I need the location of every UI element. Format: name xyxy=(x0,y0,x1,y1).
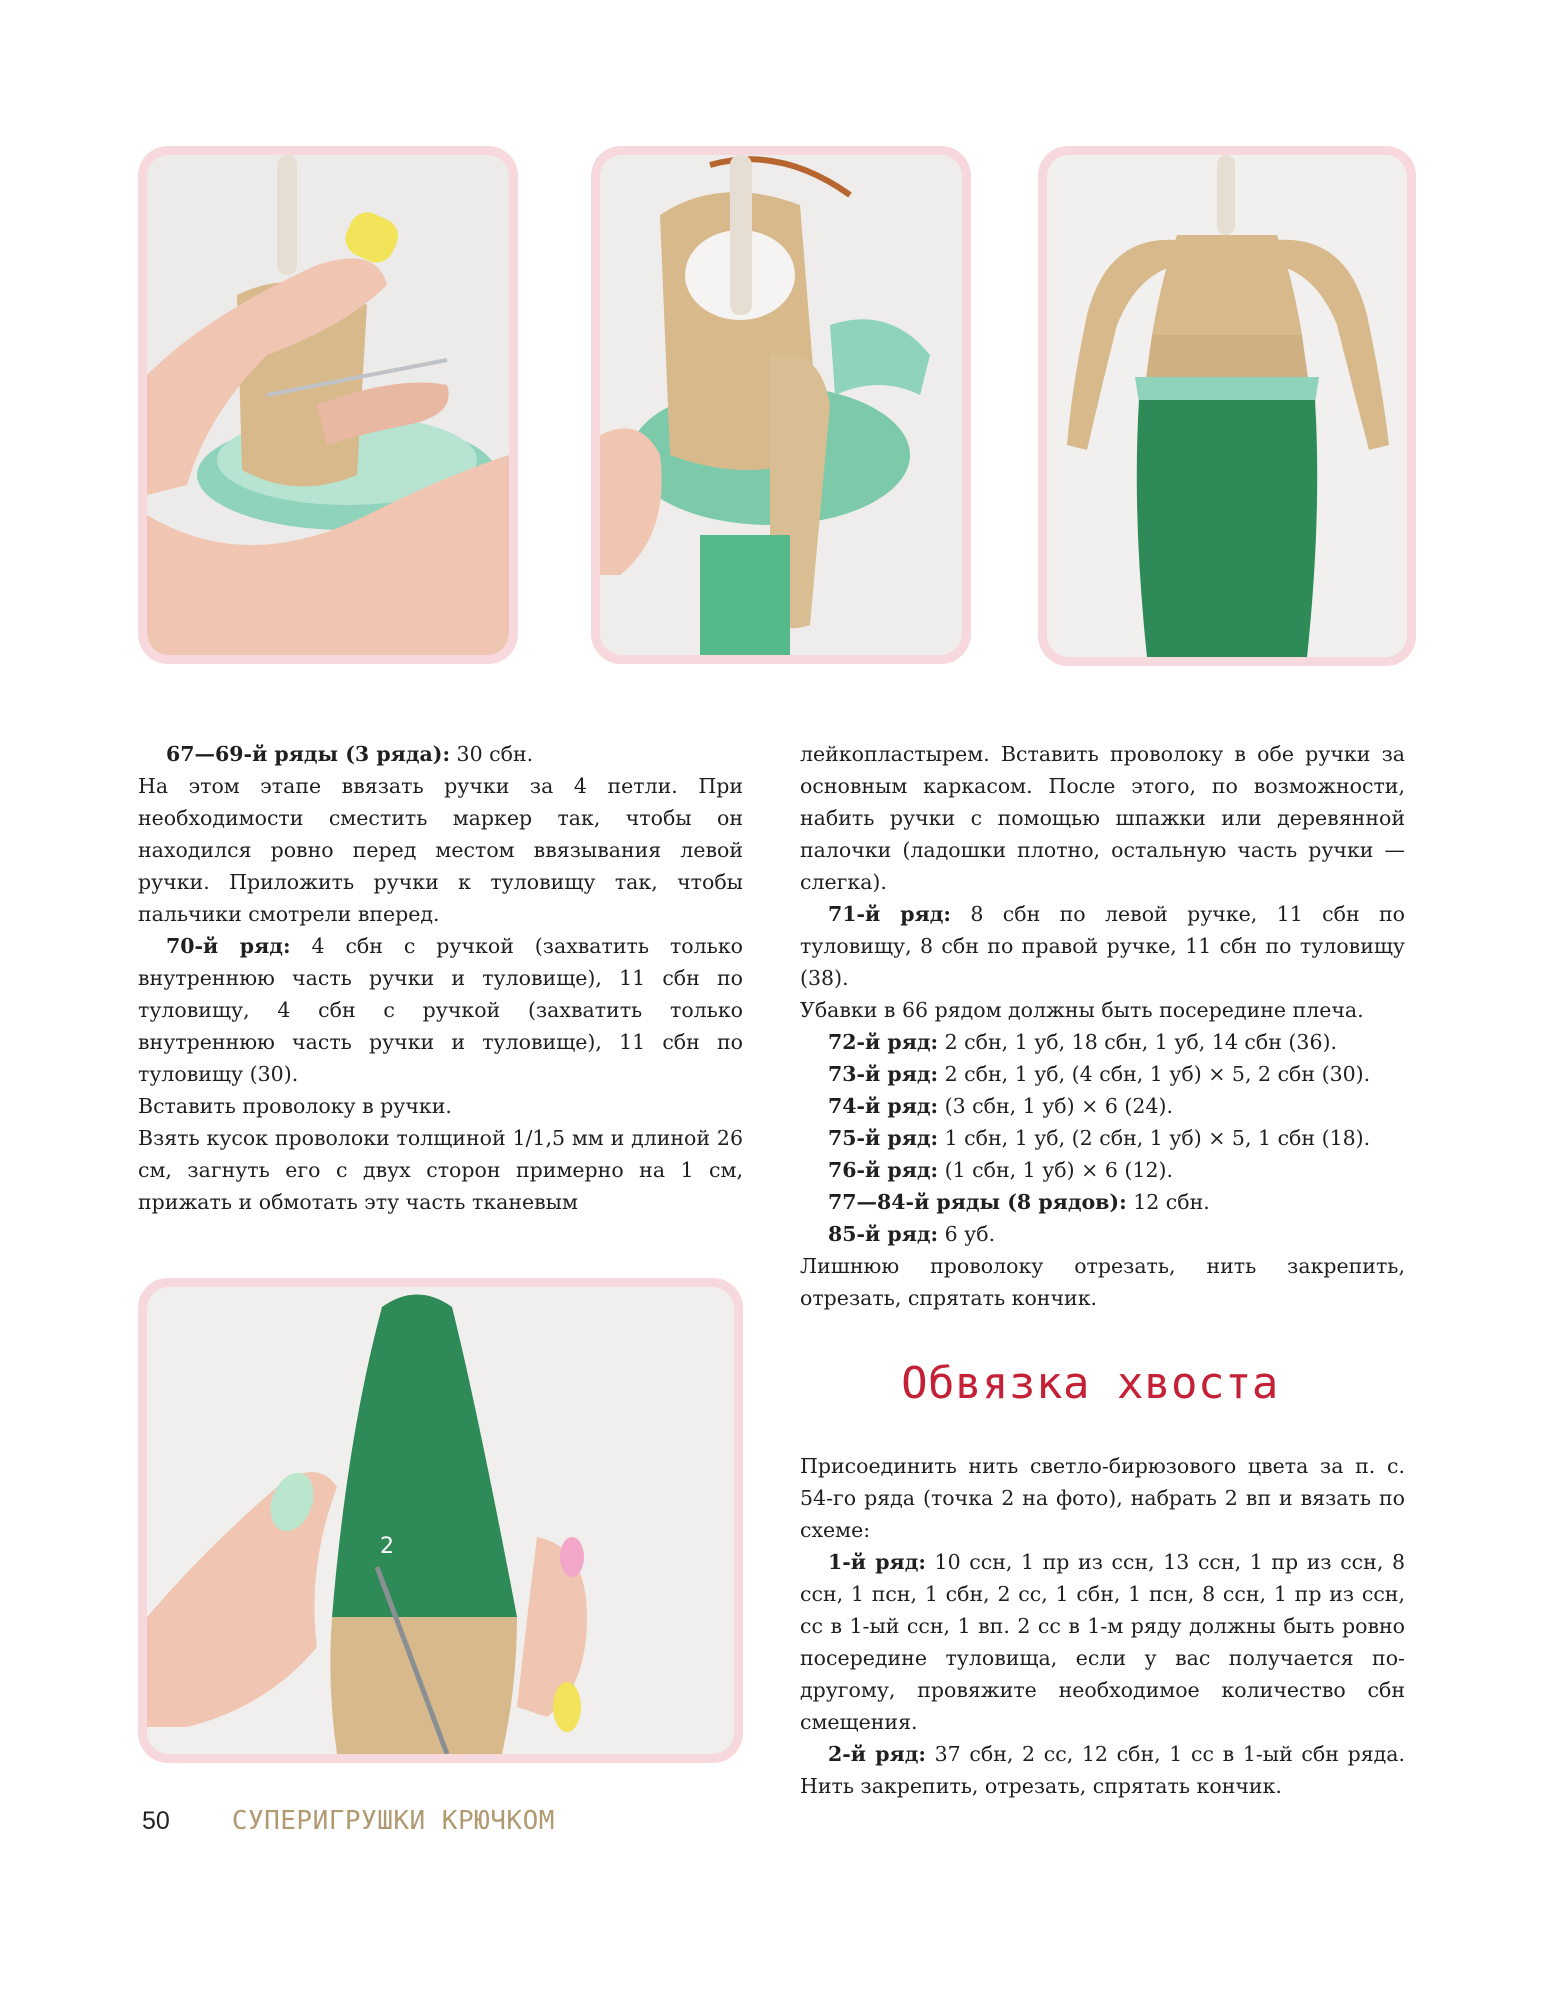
photo-attaching-arm xyxy=(138,146,518,664)
photo-4-illustration xyxy=(147,1287,734,1754)
photo-3-illustration xyxy=(1047,155,1407,657)
row-label: 2-й ряд: xyxy=(828,1742,926,1766)
page-footer xyxy=(142,1806,555,1836)
row-label: 74-й ряд: xyxy=(828,1094,939,1118)
running-title: СУПЕРИГРУШКИ КРЮЧКОМ xyxy=(231,1806,555,1836)
row-72: 72-й ряд: 2 сбн, 1 уб, 18 сбн, 1 уб, 14 сбн (36). xyxy=(828,1030,1338,1054)
photo-2-illustration xyxy=(600,155,962,655)
row-label: 71-й ряд: xyxy=(828,902,951,926)
row-label: 1-й ряд: xyxy=(828,1550,926,1574)
paragraph: Убавки в 66 рядом должны быть посередине плеча. xyxy=(800,998,1364,1022)
paragraph: На этом этапе ввязать ручки за 4 петли. При необходимости сместить маркер так, чтобы он находился ровно перед местом ввязывания левой ручки. Приложить ручки к туловищу так, чтобы пальчики смотрели вперед. xyxy=(138,774,743,926)
photo-1-illustration xyxy=(147,155,509,655)
left-column xyxy=(138,738,743,1218)
tail-row-1: 1-й ряд: 10 ссн, 1 пр из ссн, 13 ссн, 1 пр из ссн, 8 ссн, 1 псн, 1 сбн, 2 сс, 1 сбн, 1 псн, 8 ссн, 1 пр из ссн, сс в 1-ый ссн, 1 вп. 2 сс в 1-м ряду должны быть ровно посередине туловища, если у вас получается по-другому, провяжите необходимое количество сбн смещения. xyxy=(800,1550,1405,1734)
row-label: 72-й ряд: xyxy=(828,1030,939,1054)
photo-green-tail-marker xyxy=(138,1278,743,1763)
row-label: 76-й ряд: xyxy=(828,1158,939,1182)
page-number: 50 xyxy=(142,1807,170,1835)
paragraph: Вставить проволоку в ручки. xyxy=(138,1094,452,1118)
paragraph: Присоединить нить светло-бирюзового цвета за п. с. 54-го ряда (точка 2 на фото), набрать 2 вп и вязать по схеме: xyxy=(800,1454,1405,1542)
section-title: Обвязка хвоста xyxy=(901,1358,1279,1409)
row-76: 76-й ряд: (1 сбн, 1 уб) × 6 (12). xyxy=(828,1158,1174,1182)
row-70: 70-й ряд: 4 сбн с ручкой (захватить только внутреннюю часть ручки и туловище), 11 сбн по туловищу, 4 сбн с ручкой (захватить только внутреннюю часть ручки и туловище), 11 сбн по туловищу (30). xyxy=(138,934,743,1086)
row-label: 73-й ряд: xyxy=(828,1062,939,1086)
right-column xyxy=(800,738,1405,1314)
row-label: 75-й ряд: xyxy=(828,1126,939,1150)
row-77-84: 77—84-й ряды (8 рядов): 12 сбн. xyxy=(828,1190,1210,1214)
row-74: 74-й ряд: (3 сбн, 1 уб) × 6 (24). xyxy=(828,1094,1174,1118)
row-67-69: 67—69-й ряды (3 ряда): 30 сбн. xyxy=(166,742,534,766)
paragraph: Лишнюю проволоку отрезать, нить закрепить, отрезать, спрятать кончик. xyxy=(800,1254,1405,1310)
row-label: 70-й ряд: xyxy=(166,934,291,958)
photo-body-with-arms xyxy=(1038,146,1416,666)
paragraph: лейкопластырем. Вставить проволоку в обе ручки за основным каркасом. После этого, по возможности, набить ручки с помощью шпажки или деревянной палочки (ладошки плотно, остальную часть ручки — слегка). xyxy=(800,742,1405,894)
tail-row-2: 2-й ряд: 37 сбн, 2 сс, 12 сбн, 1 сс в 1-ый сбн ряда. Нить закрепить, отрезать, спрятать кончик. xyxy=(800,1742,1405,1798)
row-85: 85-й ряд: 6 уб. xyxy=(828,1222,996,1246)
photo-wire-in-arm xyxy=(591,146,971,664)
paragraph: Взять кусок проволоки толщиной 1/1,5 мм и длиной 26 см, загнуть его с двух сторон примерно на 1 см, прижать и обмотать эту часть тканевым xyxy=(138,1126,743,1214)
row-label: 67—69-й ряды (3 ряда): xyxy=(166,742,451,766)
row-73: 73-й ряд: 2 сбн, 1 уб, (4 сбн, 1 уб) × 5, 2 сбн (30). xyxy=(828,1062,1371,1086)
section-body xyxy=(800,1450,1405,1802)
row-label: 85-й ряд: xyxy=(828,1222,939,1246)
row-label: 77—84-й ряды (8 рядов): xyxy=(828,1190,1127,1214)
row-75: 75-й ряд: 1 сбн, 1 уб, (2 сбн, 1 уб) × 5, 1 сбн (18). xyxy=(828,1126,1371,1150)
row-71: 71-й ряд: 8 сбн по левой ручке, 11 сбн по туловищу, 8 сбн по правой ручке, 11 сбн по туловищу (38). xyxy=(800,902,1405,990)
marker-label: 2 xyxy=(380,1534,394,1559)
